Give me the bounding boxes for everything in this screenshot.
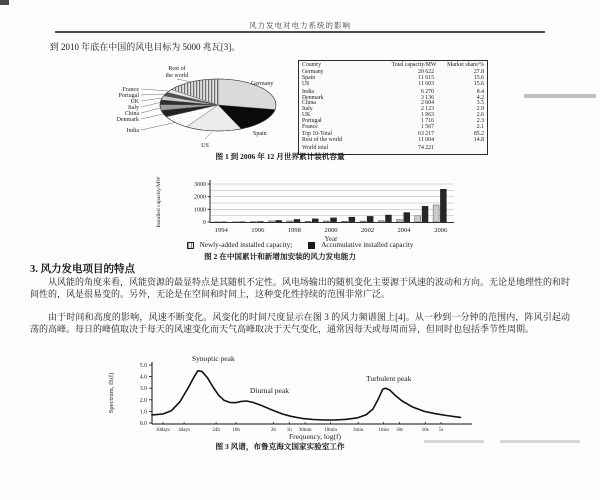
table-cell-capacity: 11 004 [418,137,434,144]
pie-label-us: US [201,143,209,149]
x-tick-label: 3min [353,428,364,433]
y-tick-label: 3000 [194,182,206,188]
x-tick-label: 4days [178,428,190,433]
y-tick-label: 4.0 [139,374,147,381]
bar-accumulative-1997 [275,220,282,222]
bar-newly-added-2003 [378,221,384,222]
legend-swatch-accumulative [308,242,315,249]
y-tick-label: 5.0 [139,363,147,369]
table-cell-share: 2.1 [476,124,484,131]
pie-label-germany: Germany [251,81,274,87]
bar-accumulative-2006 [440,189,447,222]
section-heading: 3. 风力发电项目的特点 [30,264,135,275]
bar-newly-added-2006 [433,205,439,222]
table-cell-share: 14.8 [473,137,484,144]
pie-label-uk: UK [130,99,139,105]
bar-newly-added-2005 [415,216,421,222]
legend-label-accumulative: Accumulative installed capacity [321,241,414,249]
y-tick-label: 0 [203,220,206,226]
scan-artifact [524,94,596,98]
pie-label-denmark: Denmark [116,117,139,123]
bar-accumulative-1999 [312,219,319,222]
y-tick-label: 1000 [194,207,206,214]
x-tick-label: 2002 [361,227,375,234]
x-tick-label: 2006 [434,227,448,234]
y-tick-label: 2.0 [139,397,147,404]
table-cell-share: 27.8 [473,69,484,76]
table-header-country: Country [302,62,322,68]
x-tick-label: 30min [298,428,312,433]
paragraph-2: 由于时间和高度的影响，风速不断变化。风变化的时间尺度显示在图 3 的风力频谱图上[4]。从一秒到一分钟的范围内，阵风引起动荡的高峰。每日的峰值取决于每天的风速变化而天气高峰取决于天气变化，通常因每天或每周而异，但同时也包括季节性周期。 [30,312,570,334]
x-tick-label: 1994 [214,227,228,234]
pie-label-spain: Spain [253,131,267,137]
bar-newly-added-2001 [342,221,348,222]
x-tick-label: 2h [270,428,276,433]
bar-newly-added-2000 [323,221,329,222]
table-cell-capacity: 6 270 [420,88,434,95]
spec-x-axis-label: Frequency, log(f) [289,432,341,441]
x-tick-label: 10min [324,428,337,433]
table-cell-country: France [302,124,318,131]
paragraph-1: 从风能的角度来看，风能资源的最显特点是其随机不定性。风电场输出的随机变化主要源于风速的波动和方向。无论是地理性的和时间性的，风是很易变的。另外，无论是在空间和时间上，这种变化性持续的范围非常广泛。 [30,277,571,299]
pie-label-rest-line2: the world [165,73,189,79]
pie-label-france: France [122,87,139,93]
annotation-diurnal-peak: Diurnal peak [250,386,289,395]
table-cell-capacity: 3 136 [420,94,434,101]
y-tick-label: 2000 [194,194,206,201]
intro-paragraph: 到 2010 年底在中国的风电目标为 5000 兆瓦[3]。 [49,42,241,52]
running-header: 风力发电对电力系统的影响 [249,21,351,30]
table-header-capacity: Total capacity/MW [391,62,437,68]
bar-accumulative-2003 [385,215,392,222]
table-cell-share: 4.2 [476,94,484,101]
bar-accumulative-2005 [422,206,429,222]
table-cell-country: UK [302,112,311,119]
bar-legend [0,241,600,249]
pie-label-china: China [124,111,139,117]
spectrum-curve [152,371,461,420]
bar-chart-china-capacity [140,170,475,246]
table-cell-capacity: 1 963 [420,112,434,119]
table-cell-country: World total [302,144,329,151]
table-cell-share: 8.4 [476,88,484,95]
pie-label-italy: Italy [128,105,139,111]
bar-x-axis-label: Year [324,235,338,243]
legend-label-newly-added: Newly-added installed capacity; [199,241,293,249]
pie-label-rest-line1: Rest of [168,66,186,72]
table-cell-capacity: 11 615 [418,75,434,82]
y-tick-label: 1.0 [139,409,147,416]
bar-accumulative-1996 [257,221,264,222]
table-cell-country: US [302,81,310,88]
wind-capacity-table [298,60,488,155]
table-cell-capacity: 1 716 [420,118,434,125]
table-cell-capacity: 2 123 [420,106,434,113]
x-tick-label: 2004 [397,227,411,234]
x-tick-label: 2000 [324,227,338,234]
bar-accumulative-2001 [349,217,356,222]
table-cell-country: China [302,100,316,107]
x-tick-label: 5s [438,428,444,433]
x-tick-label: 10days [155,428,171,433]
table-cell-country: Rest of the world [302,137,343,144]
table-cell-capacity: 2 604 [420,100,434,107]
table-cell-capacity: 1 567 [420,124,434,131]
y-tick-label: 0.0 [139,421,147,427]
table-cell-country: Spain [302,75,316,82]
table-cell-capacity: 20 622 [418,69,434,76]
x-tick-label: 10h [232,428,240,433]
annotation-turbulent-peak: Turbulent peak [366,374,412,383]
table-cell-capacity: 63 217 [418,131,434,138]
table-row [302,125,484,131]
x-tick-label: 1h [286,428,292,433]
table-cell-share: 15.6 [473,81,484,88]
table-cell-share: 2.6 [476,112,484,119]
table-cell-share: 85.2 [473,131,484,138]
table-cell-capacity: 74 221 [418,144,434,151]
x-tick-label: 1996 [251,227,265,234]
table-cell-country: Portugal [302,118,322,125]
bar-newly-added-1998 [287,221,293,222]
bar-accumulative-2004 [404,212,411,222]
table-cell-country: Top 10-Total [302,131,332,138]
bar-gridlines [210,184,454,216]
table-header [302,63,484,69]
table-header-share: Market share/% [447,62,484,68]
x-tick-label: 1min [378,428,389,433]
bar-newly-added-1997 [268,221,274,222]
header-rule [55,31,545,33]
table-cell-share: 3.5 [476,100,484,107]
bar-accumulative-1998 [294,219,301,222]
legend-swatch-newly-added [187,242,194,249]
spectrum-chart [100,350,480,443]
x-tick-label: 24h [212,428,220,433]
pie-label-india: India [126,128,139,134]
table-row [302,82,484,88]
table-cell-share: 2.9 [476,106,484,113]
table-cell-country: Germany [302,69,324,76]
pie-chart-world-capacity [55,58,305,153]
scan-corner-mark [0,0,9,5]
table-row [302,138,484,144]
annotation-synoptic-peak: Synoptic peak [192,354,235,363]
table-cell-country: Denmark [302,94,324,101]
table-cell-share: 2.3 [476,118,484,125]
table-cell-capacity: 11 603 [418,81,434,88]
x-tick-label: 1998 [287,227,301,234]
bar-y-axis-label: Installed capacity/MW [156,176,162,228]
y-tick-label: 3.0 [139,386,147,393]
bar-accumulative-2002 [367,216,374,222]
table-body [302,70,484,151]
bar-newly-added-2004 [397,220,403,223]
pie-label-portugal: Portugal [118,93,139,99]
bar-plot [194,182,448,234]
bar-newly-added-2002 [360,221,366,222]
bar-newly-added-1999 [305,221,311,222]
table-cell-country: Italy [302,106,313,113]
spec-y-axis-label: Spectrum, fS(f) [108,372,115,414]
x-tick-label: 10s [421,428,429,433]
x-tick-label: 30s [396,428,404,433]
figure1-caption: 图 1 到 2006 年 12 月世界累计装机容量 [215,152,345,161]
spec-plot [140,363,461,433]
table-cell-share: 15.6 [473,75,484,82]
table-cell-country: India [302,88,314,95]
bar-accumulative-2000 [330,218,337,222]
figure2-caption: 图 2 在中国累计和新增加安装的风力发电能力 [204,252,356,261]
figure3-caption: 图 3 风谱，布鲁克海文国家实验室工作 [215,442,345,451]
